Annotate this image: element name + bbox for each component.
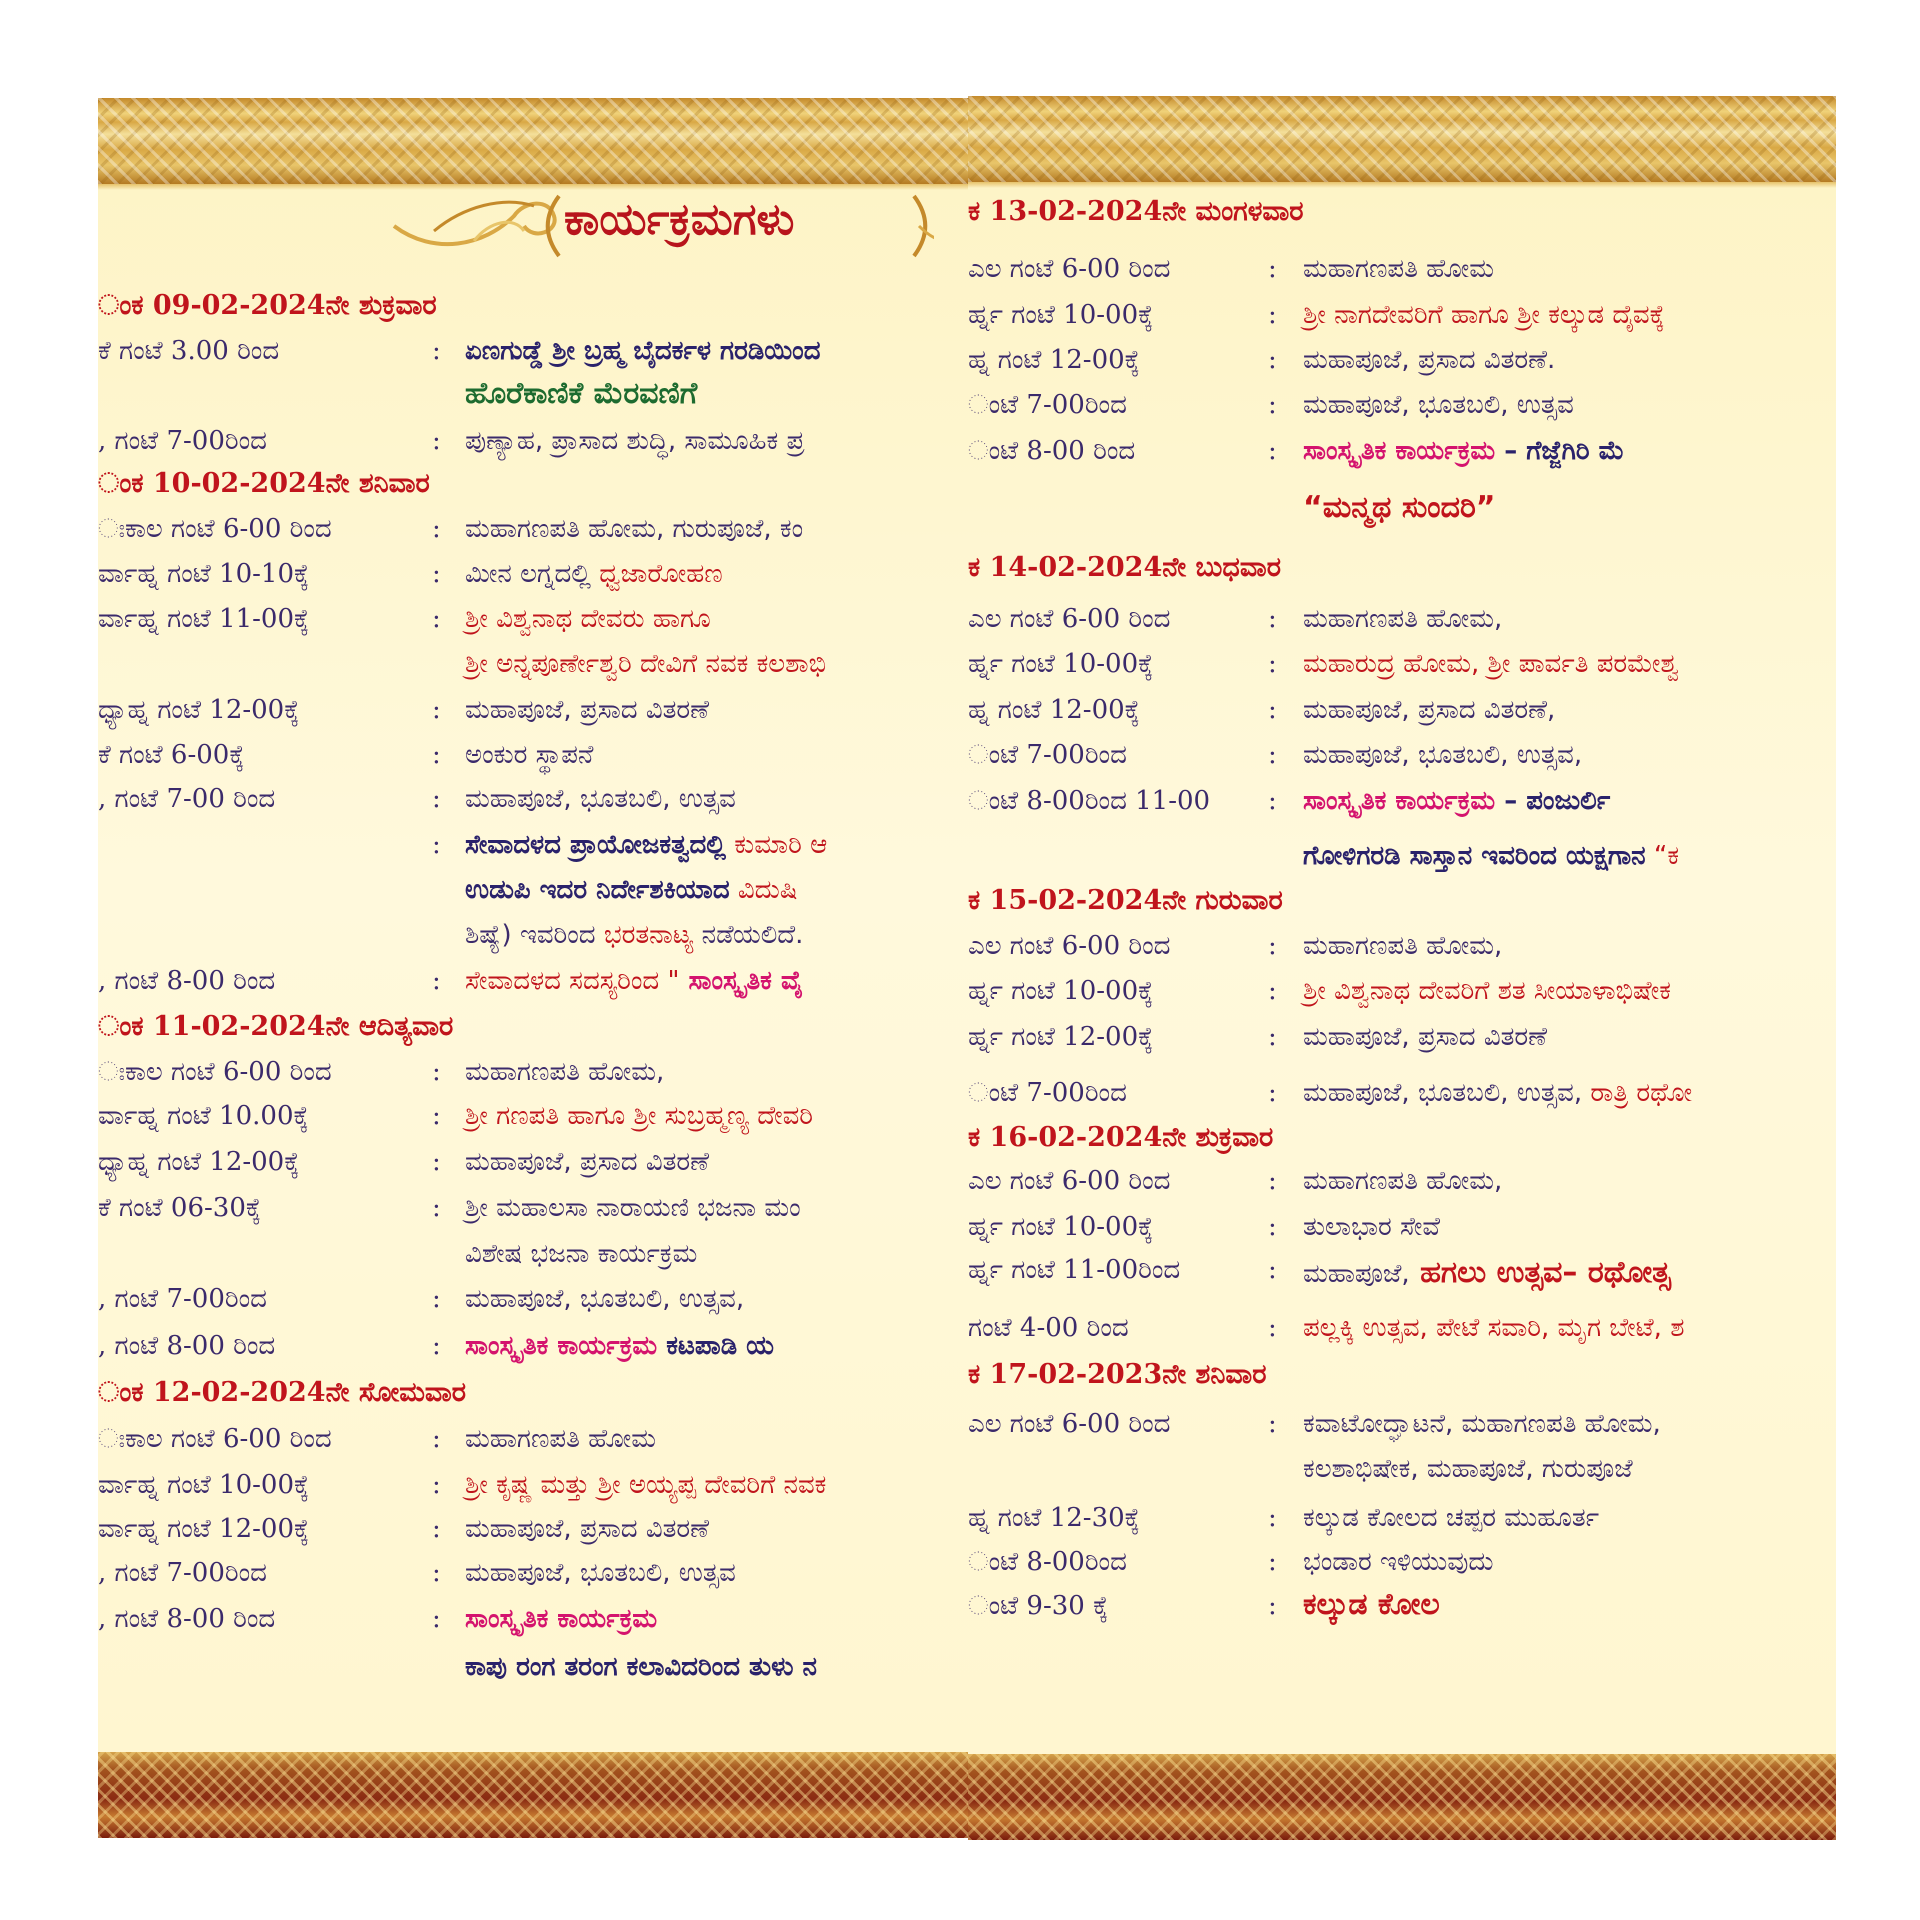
event-text-segment: ವಿದುಷಿ [729, 875, 798, 905]
event-text-segment: ಮಹಾಗಣಪತಿ ಹೋಮ [465, 1424, 656, 1454]
event-description [465, 1101, 813, 1132]
schedule-row-continuation [98, 875, 968, 915]
schedule-row [968, 786, 1836, 826]
event-text-segment: ಶಿಷ್ಯೆ) ಇವರಿಂದ [465, 920, 596, 950]
event-description [1303, 649, 1679, 680]
event-text-segment: – ಗೆಜ್ಜೆಗಿರಿ ಮೆ [1495, 436, 1625, 466]
time-label: ಂಟೆ 7-00ರಿಂದ [968, 1078, 1127, 1108]
colon-separator: : [432, 695, 441, 725]
event-description [465, 426, 804, 457]
event-description [1303, 1078, 1692, 1109]
time-label: , ಗಂಟೆ 7-00 ರಿಂದ [98, 784, 276, 814]
time-label: ಂಟೆ 8-00ರಿಂದ 11-00 [968, 786, 1211, 816]
colon-separator: : [432, 966, 441, 996]
event-text-segment: ಮಹಾಗಣಪತಿ ಹೋಮ, [1303, 604, 1503, 634]
colon-separator: : [432, 1470, 441, 1500]
event-text-segment: ಸೇವಾದಳದ ಪ್ರಾಯೋಜಕತ್ವದಲ್ಲಿ [465, 830, 726, 860]
schedule-row [98, 830, 968, 870]
colon-separator: : [1268, 1022, 1277, 1052]
time-label: ರ್ವಾಹ್ನ ಗಂಟೆ 10-10ಕ್ಕೆ [98, 559, 310, 589]
event-text-segment: ಮಹಾಪೂಜೆ, ಭೂತಬಲಿ, ಉತ್ಸವ, [1303, 1078, 1583, 1108]
event-text-segment: ಮಹಾಪೂಜೆ, ಪ್ರಸಾದ ವಿತರಣೆ, [1303, 695, 1556, 725]
day-heading: ಂಕ 11-02-2024ನೇ ಆದಿತ್ಯವಾರ [98, 1011, 454, 1042]
event-description [465, 1514, 709, 1545]
event-text-segment: ಸಾಂಸ್ಕೃತಿಕ ಕಾರ್ಯಕ್ರಮ [1303, 786, 1496, 816]
schedule-row [98, 426, 968, 466]
event-description [465, 559, 723, 590]
schedule-row [98, 1057, 968, 1097]
event-description [465, 604, 711, 635]
event-text-segment: ಮಹಾಪೂಜೆ, ಪ್ರಸಾದ ವಿತರಣೆ [465, 695, 710, 725]
time-label: ರ್ಹ್ನ ಗಂಟೆ 10-00ಕ್ಕೆ [968, 300, 1154, 330]
colon-separator: : [1268, 931, 1277, 961]
event-text-segment: ಮಹಾಪೂಜೆ, ಭೂತಬಲಿ, ಉತ್ಸವ, [1303, 740, 1583, 770]
colon-separator: : [1268, 390, 1277, 420]
colon-separator: : [432, 784, 441, 814]
schedule-row [98, 966, 968, 1006]
schedule-row [98, 1331, 968, 1371]
schedule-row [968, 436, 1836, 476]
event-description [465, 875, 797, 906]
colon-separator: : [432, 1514, 441, 1544]
event-description [1303, 1166, 1502, 1197]
event-text-segment: ಮಹಾಗಣಪತಿ ಹೋಮ, [1303, 931, 1503, 961]
event-text-segment: ಮಹಾಪೂಜೆ, ಭೂತಬಲಿ, ಉತ್ಸವ [465, 784, 736, 814]
schedule-row [968, 345, 1836, 385]
time-label: ರ್ವಾಹ್ನ ಗಂಟೆ 12-00ಕ್ಕೆ [98, 1514, 310, 1544]
schedule-row [968, 1166, 1836, 1206]
event-text-segment: ಹೊರೆಕಾಣಿಕೆ ಮೆರವಣಿಗೆ [465, 376, 698, 411]
event-text-segment: ಮಹಾಪೂಜೆ, ಪ್ರಸಾದ ವಿತರಣೆ. [1303, 345, 1556, 375]
colon-separator: : [432, 1604, 441, 1634]
day-heading: ಂಕ 09-02-2024ನೇ ಶುಕ್ರವಾರ [98, 290, 437, 321]
gold-ornamental-border-top [98, 98, 968, 184]
event-text-segment: ಕುಮಾರಿ ಆ [725, 830, 828, 860]
maroon-ornamental-border-bottom [968, 1754, 1836, 1840]
schedule-row-continuation [968, 841, 1836, 881]
event-description [1303, 1409, 1661, 1440]
schedule-row [968, 649, 1836, 689]
time-label: , ಗಂಟೆ 8-00 ರಿಂದ [98, 1331, 276, 1361]
event-text-segment: ಕಾಪು ರಂಗ ತರಂಗ ಕಲಾವಿದರಿಂದ ತುಳು ನ [465, 1652, 817, 1682]
event-description [465, 695, 709, 726]
time-label: ಂಟೆ 7-00ರಿಂದ [968, 740, 1127, 770]
event-description [465, 336, 821, 367]
schedule-row [968, 1503, 1836, 1543]
colon-separator: : [1268, 1503, 1277, 1533]
page-title: ಕಾರ್ಯಕ್ರಮಗಳು [564, 194, 795, 245]
event-text-segment: ತುಲಾಭಾರ ಸೇವೆ [1303, 1212, 1441, 1242]
event-text-segment: ಮಹಾಗಣಪತಿ ಹೋಮ, [1303, 1166, 1503, 1196]
title-ornament [374, 186, 934, 264]
event-description [465, 1604, 657, 1635]
event-description [1303, 740, 1582, 771]
event-text-segment: ಹಗಲು ಉತ್ಸವ– ರಥೋತ್ಸ [1409, 1255, 1671, 1290]
event-description [1303, 1022, 1547, 1053]
time-label: ರ್ಹ್ನ ಗಂಟೆ 10-00ಕ್ಕೆ [968, 976, 1154, 1006]
schedule-row [98, 336, 968, 376]
event-description [465, 1057, 664, 1088]
colon-separator: : [1268, 1078, 1277, 1108]
time-label: ಕೆ ಗಂಟೆ 06-30ಕ್ಕೆ [98, 1193, 262, 1223]
schedule-row [98, 1193, 968, 1233]
schedule-row [968, 1409, 1836, 1449]
day-heading: ಕ 16-02-2024ನೇ ಶುಕ್ರವಾರ [968, 1122, 1274, 1153]
time-label: ಧ್ಯಾಹ್ನ ಗಂಟೆ 12-00ಕ್ಕೆ [98, 695, 300, 725]
event-text-segment: ಮಹಾಗಣಪತಿ ಹೋಮ, [465, 1057, 665, 1087]
time-label: ಃಕಾಲ ಗಂಟೆ 6-00 ರಿಂದ [98, 1057, 332, 1087]
colon-separator: : [1268, 1255, 1277, 1285]
left-schedule-panel [98, 98, 968, 1838]
time-label: ರ್ವಾಹ್ನ ಗಂಟೆ 11-00ಕ್ಕೆ [98, 604, 310, 634]
event-text-segment: ಮಹಾಪೂಜೆ, ಪ್ರಸಾದ ವಿತರಣೆ [465, 1514, 710, 1544]
colon-separator: : [1268, 649, 1277, 679]
event-description [1303, 345, 1555, 376]
event-description [1303, 1313, 1684, 1344]
colon-separator: : [432, 426, 441, 456]
event-description [465, 966, 803, 997]
time-label: ರ್ಹ್ನ ಗಂಟೆ 10-00ಕ್ಕೆ [968, 649, 1154, 679]
time-label: ರ್ವಾಹ್ನ ಗಂಟೆ 10-00ಕ್ಕೆ [98, 1470, 310, 1500]
colon-separator: : [432, 830, 441, 860]
schedule-row-continuation [98, 1239, 968, 1279]
event-text-segment: ಕಟಪಾಡಿ ಯ [657, 1331, 775, 1361]
event-description [465, 649, 826, 680]
event-description [465, 740, 593, 771]
event-text-segment: ಮಹಾಪೂಜೆ, ಭೂತಬಲಿ, ಉತ್ಸವ [1303, 390, 1574, 420]
event-description [1303, 604, 1502, 635]
day-heading: ಕ 15-02-2024ನೇ ಗುರುವಾರ [968, 885, 1283, 916]
colon-separator: : [432, 514, 441, 544]
colon-separator: : [432, 604, 441, 634]
time-label: ಹ್ನ ಗಂಟೆ 12-00ಕ್ಕೆ [968, 345, 1140, 375]
schedule-row-continuation [98, 1652, 968, 1692]
colon-separator: : [432, 1331, 441, 1361]
colon-separator: : [432, 559, 441, 589]
event-text-segment: ಕಲ್ಕುಡ ಕೋಲ [1303, 1587, 1440, 1622]
gold-ornamental-border-top [968, 96, 1836, 182]
time-label: ಎಲ ಗಂಟೆ 6-00 ರಿಂದ [968, 1409, 1171, 1439]
event-description [1303, 841, 1679, 872]
event-description [465, 830, 827, 861]
colon-separator: : [432, 1558, 441, 1588]
colon-separator: : [432, 740, 441, 770]
schedule-row [968, 1022, 1836, 1062]
event-text-segment: ಮಹಾಪೂಜೆ, ಪ್ರಸಾದ ವಿತರಣೆ [1303, 1022, 1548, 1052]
event-text-segment: ಮಹಾಪೂಜೆ, [1303, 1259, 1410, 1289]
colon-separator: : [1268, 1212, 1277, 1242]
schedule-row [98, 784, 968, 824]
event-text-segment: ಮಹಾಗಣಪತಿ ಹೋಮ [1303, 254, 1494, 284]
event-description [1303, 786, 1610, 817]
colon-separator: : [1268, 1409, 1277, 1439]
event-text-segment: ಶ್ರೀ ಮಹಾಲಸಾ ನಾರಾಯಣಿ ಭಜನಾ ಮಂ [465, 1193, 801, 1223]
time-label: ರ್ವಾಹ್ನ ಗಂಟೆ 10.00ಕ್ಕೆ [98, 1101, 309, 1131]
time-label: , ಗಂಟೆ 8-00 ರಿಂದ [98, 1604, 276, 1634]
event-description [1303, 1255, 1671, 1290]
schedule-row [98, 514, 968, 554]
schedule-row-continuation [968, 490, 1836, 534]
event-description [465, 1284, 744, 1315]
event-text-segment: ಶ್ರೀ ಗಣಪತಿ ಹಾಗೂ ಶ್ರೀ ಸುಬ್ರಹ್ಮಣ್ಯ ದೇವರಿ [465, 1101, 814, 1131]
day-heading: ಕ 17-02-2023ನೇ ಶನಿವಾರ [968, 1359, 1267, 1390]
event-text-segment: ಕಲ್ಕುಡ ಕೋಲದ ಚಪ್ಪರ ಮುಹೂರ್ತ [1303, 1503, 1600, 1533]
event-text-segment: ಶ್ರೀ ನಾಗದೇವರಿಗೆ ಹಾಗೂ ಶ್ರೀ ಕಲ್ಕುಡ ದೈವಕ್ಕೆ [1303, 300, 1665, 330]
time-label: ಃಕಾಲ ಗಂಟೆ 6-00 ರಿಂದ [98, 514, 332, 544]
time-label: ರ್ಹ್ನ ಗಂಟೆ 10-00ಕ್ಕೆ [968, 1212, 1154, 1242]
event-description [465, 920, 803, 951]
time-label: , ಗಂಟೆ 8-00 ರಿಂದ [98, 966, 276, 996]
event-text-segment: ಮೀನ ಲಗ್ನದಲ್ಲಿ [465, 559, 591, 589]
event-description [465, 1558, 736, 1589]
schedule-row [968, 931, 1836, 971]
schedule-row [968, 1587, 1836, 1631]
event-description [465, 1147, 709, 1178]
event-text-segment: ಭರತನಾಟ್ಯ [595, 920, 694, 950]
event-text-segment: ಮಹಾಪೂಜೆ, ಪ್ರಸಾದ ವಿತರಣೆ [465, 1147, 710, 1177]
event-text-segment: “ಮನ್ಮಥ ಸುಂದರಿ” [1303, 490, 1496, 525]
event-text-segment: ಕವಾಟೋದ್ಘಾಟನೆ, ಮಹಾಗಣಪತಿ ಹೋಮ, [1303, 1409, 1661, 1439]
event-text-segment: “ಕ [1645, 841, 1680, 871]
schedule-row [968, 1212, 1836, 1252]
time-label: ಂಟೆ 8-00 ರಿಂದ [968, 436, 1136, 466]
event-description [465, 514, 803, 545]
day-heading: ಕ 14-02-2024ನೇ ಬುಧವಾರ [968, 552, 1281, 583]
schedule-row [98, 1514, 968, 1554]
day-heading: ಕ 13-02-2024ನೇ ಮಂಗಳವಾರ [968, 196, 1304, 227]
schedule-row [968, 300, 1836, 340]
schedule-row [98, 1147, 968, 1187]
event-description [465, 1424, 656, 1455]
event-description [1303, 1547, 1493, 1578]
time-label: , ಗಂಟೆ 7-00ರಿಂದ [98, 1284, 267, 1314]
event-text-segment: ವಿಶೇಷ ಭಜನಾ ಕಾರ್ಯಕ್ರಮ [465, 1239, 698, 1269]
colon-separator: : [1268, 1313, 1277, 1343]
event-text-segment: ಶ್ರೀ ಕೃಷ್ಣ ಮತ್ತು ಶ್ರೀ ಅಯ್ಯಪ್ಪ ದೇವರಿಗೆ ನವಕ [465, 1470, 827, 1500]
colon-separator: : [1268, 300, 1277, 330]
colon-separator: : [1268, 695, 1277, 725]
event-text-segment: ಮಹಾಪೂಜೆ, ಭೂತಬಲಿ, ಉತ್ಸವ, [465, 1284, 745, 1314]
colon-separator: : [432, 1147, 441, 1177]
event-text-segment: ಗೋಳಿಗರಡಿ ಸಾಸ್ತಾನ ಇವರಿಂದ ಯಕ್ಷಗಾನ [1303, 841, 1646, 871]
schedule-row [98, 1604, 968, 1644]
event-text-segment: ಮಹಾಪೂಜೆ, ಭೂತಬಲಿ, ಉತ್ಸವ [465, 1558, 736, 1588]
colon-separator: : [1268, 1547, 1277, 1577]
schedule-row-continuation [98, 376, 968, 420]
event-description [465, 1239, 697, 1270]
time-label: ಗಂಟೆ 4-00 ರಿಂದ [968, 1313, 1129, 1343]
time-label: ಕೆ ಗಂಟೆ 3.00 ರಿಂದ [98, 336, 280, 366]
event-text-segment: ಪುಣ್ಯಾಹ, ಪ್ರಾಸಾದ ಶುದ್ಧಿ, ಸಾಮೂಹಿಕ ಪ್ರ [465, 426, 805, 456]
event-description [465, 376, 697, 411]
event-description [1303, 390, 1574, 421]
schedule-row [98, 740, 968, 780]
schedule-row [968, 1547, 1836, 1587]
time-label: ಧ್ಯಾಹ್ನ ಗಂಟೆ 12-00ಕ್ಕೆ [98, 1147, 300, 1177]
event-description [465, 1331, 774, 1362]
event-description [1303, 931, 1502, 962]
colon-separator: : [1268, 345, 1277, 375]
schedule-row-continuation [98, 920, 968, 960]
schedule-row [968, 695, 1836, 735]
schedule-row-continuation [968, 1454, 1836, 1494]
event-description [1303, 695, 1555, 726]
time-label: ಎಲ ಗಂಟೆ 6-00 ರಿಂದ [968, 254, 1171, 284]
event-text-segment: ಸಾಂಸ್ಕೃತಿಕ ಕಾರ್ಯಕ್ರಮ [465, 1604, 658, 1634]
event-text-segment: ಪಲ್ಲಕ್ಕಿ ಉತ್ಸವ, ಪೇಟೆ ಸವಾರಿ, ಮೃಗ ಬೇಟೆ, ಶ [1303, 1313, 1685, 1343]
colon-separator: : [1268, 976, 1277, 1006]
time-label: ಃಕಾಲ ಗಂಟೆ 6-00 ರಿಂದ [98, 1424, 332, 1454]
time-label: ಎಲ ಗಂಟೆ 6-00 ರಿಂದ [968, 931, 1171, 961]
time-label: ಂಟೆ 8-00ರಿಂದ [968, 1547, 1127, 1577]
time-label: ಂಟೆ 9-30 ಕ್ಕೆ [968, 1591, 1109, 1621]
event-text-segment: ಅಂಕುರ ಸ್ಥಾಪನೆ [465, 740, 594, 770]
time-label: ರ್ಹ್ನ ಗಂಟೆ 12-00ಕ್ಕೆ [968, 1022, 1154, 1052]
event-description [1303, 976, 1671, 1007]
event-description [1303, 1212, 1440, 1243]
time-label: ಹ್ನ ಗಂಟೆ 12-30ಕ್ಕೆ [968, 1503, 1140, 1533]
event-text-segment: ರಾತ್ರಿ ರಥೋ [1582, 1078, 1693, 1108]
right-schedule-panel [968, 96, 1836, 1840]
colon-separator: : [1268, 436, 1277, 466]
event-description [465, 784, 736, 815]
time-label: , ಗಂಟೆ 7-00ರಿಂದ [98, 426, 267, 456]
event-description [465, 1652, 817, 1683]
event-text-segment: ಮಹಾರುದ್ರ ಹೋಮ, ಶ್ರೀ ಪಾರ್ವತಿ ಪರಮೇಶ್ವ [1303, 649, 1680, 679]
schedule-row [98, 695, 968, 735]
colon-separator: : [1268, 604, 1277, 634]
schedule-row [968, 1255, 1836, 1295]
event-description [1303, 436, 1624, 467]
day-heading: ಂಕ 10-02-2024ನೇ ಶನಿವಾರ [98, 468, 430, 499]
colon-separator: : [432, 336, 441, 366]
colon-separator: : [432, 1101, 441, 1131]
event-text-segment: ಶ್ರೀ ಅನ್ನಪೂರ್ಣೇಶ್ವರಿ ದೇವಿಗೆ ನವಕ ಕಲಶಾಭಿ [465, 649, 827, 679]
schedule-row [98, 1101, 968, 1141]
event-description [465, 1470, 826, 1501]
schedule-row [968, 1078, 1836, 1118]
colon-separator: : [1268, 1591, 1277, 1621]
event-text-segment: ಸೇವಾದಳದ ಸದಸ್ಯರಿಂದ " [465, 966, 680, 996]
event-description [1303, 1503, 1599, 1534]
event-description [465, 1193, 801, 1224]
event-text-segment: ಉಡುಪಿ ಇದರ ನಿರ್ದೇಶಕಿಯಾದ [465, 875, 730, 905]
schedule-row [968, 604, 1836, 644]
colon-separator: : [1268, 1166, 1277, 1196]
schedule-row [968, 976, 1836, 1016]
event-text-segment: ಸಾಂಸ್ಕೃತಿಕ ಕಾರ್ಯಕ್ರಮ [1303, 436, 1496, 466]
event-description [1303, 490, 1496, 525]
colon-separator: : [432, 1057, 441, 1087]
colon-separator: : [432, 1284, 441, 1314]
schedule-row [98, 604, 968, 644]
event-text-segment: ಮಹಾಗಣಪತಿ ಹೋಮ, ಗುರುಪೂಜೆ, ಕಂ [465, 514, 804, 544]
event-text-segment: ಧ್ವಜಾರೋಹಣ [590, 559, 723, 589]
colon-separator: : [1268, 786, 1277, 816]
time-label: ಹ್ನ ಗಂಟೆ 12-00ಕ್ಕೆ [968, 695, 1140, 725]
time-label: ರ್ಹ್ನ ಗಂಟೆ 11-00ರಿಂದ [968, 1255, 1181, 1285]
event-text-segment: ನಡೆಯಲಿದೆ. [693, 920, 804, 950]
schedule-row [98, 1558, 968, 1598]
event-text-segment: ಸಾಂಸ್ಕೃತಿಕ ವೈ [679, 966, 804, 996]
event-text-segment: ಭಂಡಾರ ಇಳಿಯುವುದು [1303, 1547, 1494, 1577]
event-text-segment: ಸಾಂಸ್ಕೃತಿಕ ಕಾರ್ಯಕ್ರಮ [465, 1331, 658, 1361]
time-label: ಎಲ ಗಂಟೆ 6-00 ರಿಂದ [968, 604, 1171, 634]
colon-separator: : [1268, 254, 1277, 284]
event-description [1303, 300, 1665, 331]
schedule-row [98, 1284, 968, 1324]
day-heading: ಂಕ 12-02-2024ನೇ ಸೋಮವಾರ [98, 1377, 467, 1408]
schedule-row [98, 1424, 968, 1464]
event-text-segment: ಕಲಶಾಭಿಷೇಕ, ಮಹಾಪೂಜೆ, ಗುರುಪೂಜೆ [1303, 1454, 1633, 1484]
event-text-segment: ಶ್ರೀ ವಿಶ್ವನಾಥ ದೇವರು ಹಾಗೂ [465, 604, 711, 634]
schedule-row-continuation [98, 649, 968, 689]
schedule-row [968, 740, 1836, 780]
schedule-row [968, 390, 1836, 430]
time-label: ಎಲ ಗಂಟೆ 6-00 ರಿಂದ [968, 1166, 1171, 1196]
time-label: ಂಟೆ 7-00ರಿಂದ [968, 390, 1127, 420]
schedule-row [98, 559, 968, 599]
time-label: ಕೆ ಗಂಟೆ 6-00ಕ್ಕೆ [98, 740, 245, 770]
event-description [1303, 1454, 1633, 1485]
event-text-segment: ಏಣಗುಡ್ಡೆ ಶ್ರೀ ಬ್ರಹ್ಮ ಬೈದರ್ಕಳ ಗರಡಿಯಿಂದ [465, 336, 821, 366]
event-description [1303, 1587, 1440, 1622]
event-text-segment: – ಪಂಜುರ್ಲಿ [1495, 786, 1611, 816]
colon-separator: : [432, 1424, 441, 1454]
colon-separator: : [1268, 740, 1277, 770]
maroon-ornamental-border-bottom [98, 1752, 968, 1838]
schedule-row [98, 1470, 968, 1510]
time-label: , ಗಂಟೆ 7-00ರಿಂದ [98, 1558, 267, 1588]
event-description [1303, 254, 1494, 285]
schedule-row [968, 254, 1836, 294]
colon-separator: : [432, 1193, 441, 1223]
event-text-segment: ಶ್ರೀ ವಿಶ್ವನಾಥ ದೇವರಿಗೆ ಶತ ಸೀಯಾಳಾಭಿಷೇಕ [1303, 976, 1671, 1006]
schedule-row [968, 1313, 1836, 1353]
